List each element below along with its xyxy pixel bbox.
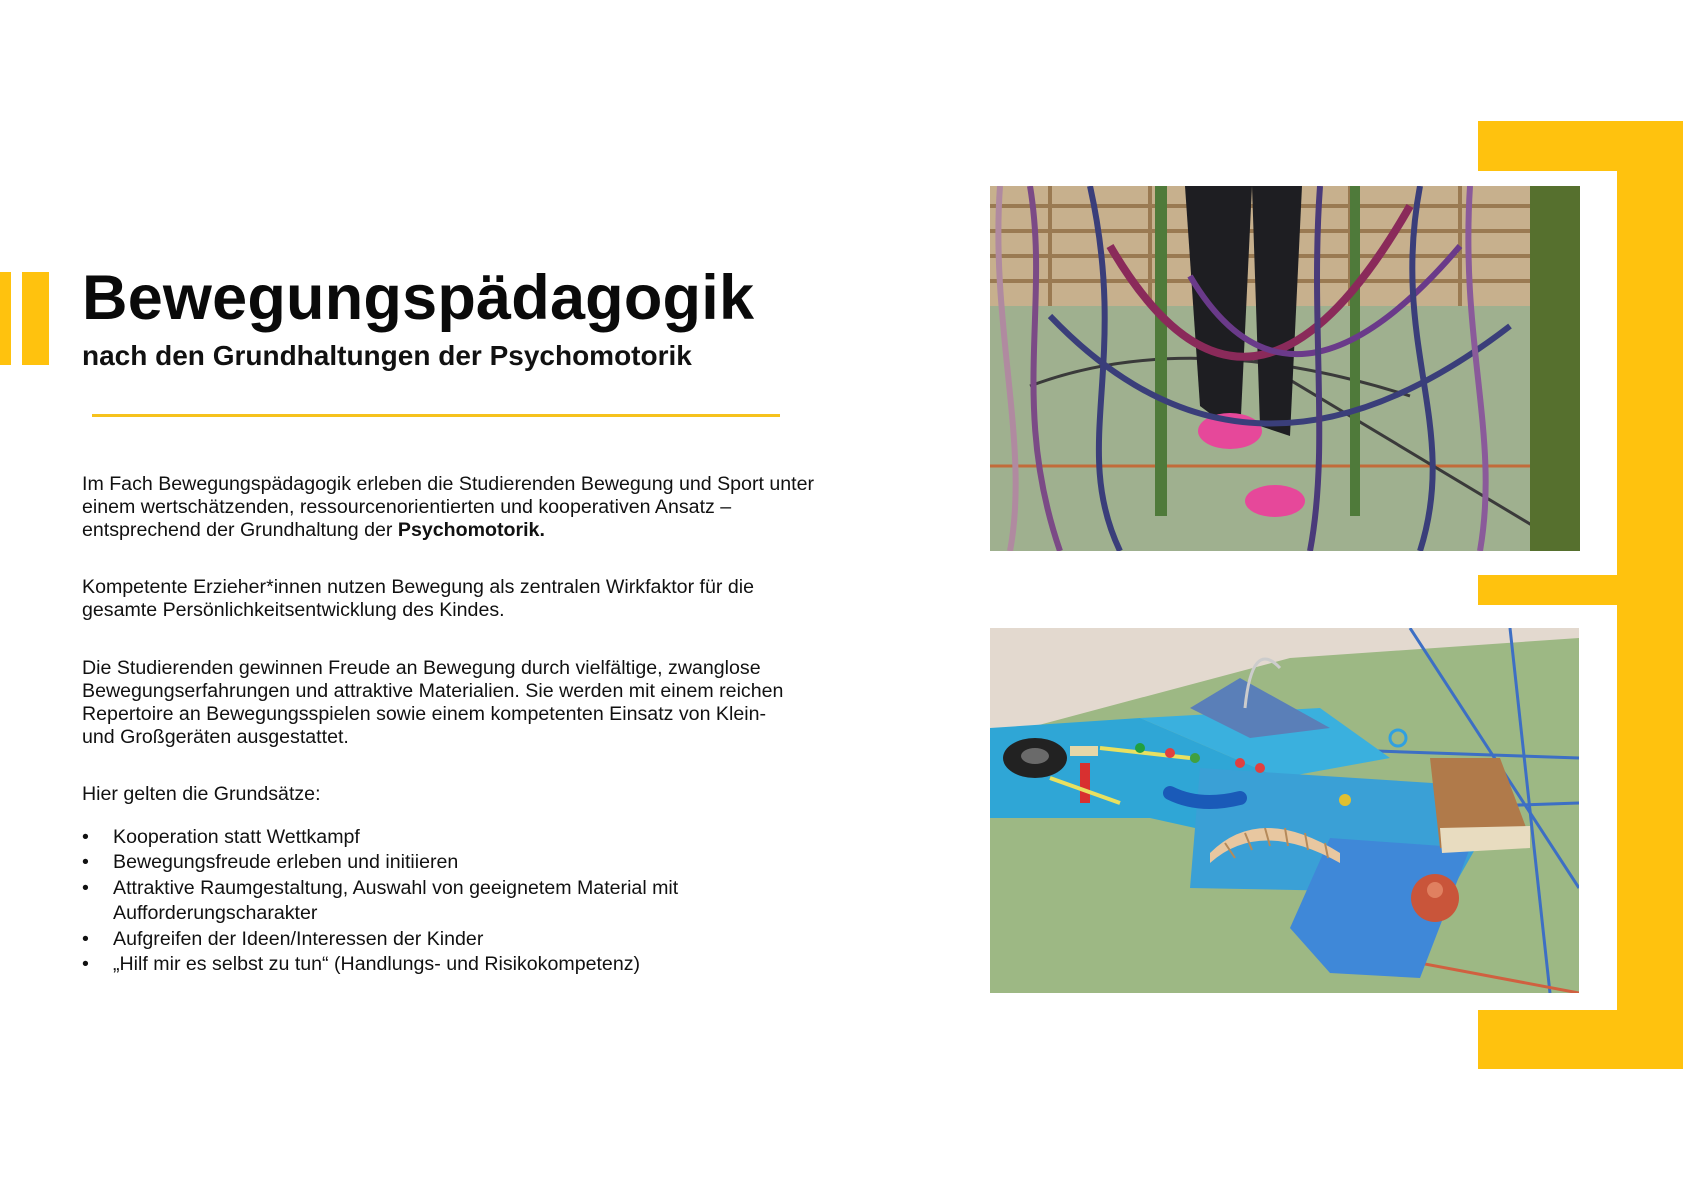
page-title: Bewegungspädagogik [82, 263, 755, 333]
list-item-text: Attraktive Raumgestaltung, Auswahl von geeignetem Material mit Aufforderungscharakter [113, 876, 679, 925]
bullet-marker: • [82, 851, 89, 874]
list-item-text: Kooperation statt Wettkampf [113, 826, 360, 848]
list-item-text: Aufgreifen der Ideen/Interessen der Kinder [113, 927, 484, 950]
list-item [82, 876, 822, 927]
photo-materials-illustration [990, 628, 1579, 993]
principles-list [82, 825, 822, 977]
bullet-marker: • [82, 826, 89, 848]
photo-materials [990, 628, 1579, 993]
photo-ropes [990, 186, 1580, 551]
list-item [82, 850, 822, 875]
paragraph-intro-text: Im Fach Bewegungspädagogik erleben die Studierenden Bewegung und Sport unter einem wertschätzenden, ressourcenorientierten und kooperativen Ansatz – entsprechend der Grundhaltung der [82, 473, 815, 541]
title-underline [92, 414, 780, 417]
paragraph-materials: Die Studierenden gewinnen Freude an Bewegung durch vielfältige, zwanglose Bewegungserfahrungen und attraktive Materialien. Sie werden mit einem reichen Repertoire an Bewegungsspielen sowie einem kompetenten Einsatz von Klein- und Großgeräten ausgestattet. [82, 657, 784, 748]
paragraph-intro [82, 473, 822, 542]
list-item [82, 952, 822, 977]
bullet-marker: • [82, 953, 89, 976]
left-accent-bar-1 [0, 272, 11, 365]
list-item-text: Bewegungsfreude erleben und initiieren [113, 851, 459, 874]
left-accent-bar-2 [22, 272, 49, 365]
right-frame-middle [1478, 575, 1683, 605]
bullet-marker: • [82, 927, 89, 950]
bullet-marker: • [82, 876, 89, 899]
page-subtitle: nach den Grundhaltungen der Psychomotorik [82, 340, 692, 371]
paragraph-competence: Kompetente Erzieher*innen nutzen Bewegung als zentralen Wirkfaktor für die gesamte Persönlichkeitsentwicklung des Kindes. [82, 576, 755, 621]
photo-ropes-illustration [990, 186, 1580, 551]
list-item-text: „Hilf mir es selbst zu tun“ (Handlungs- und Risikokompetenz) [113, 953, 641, 976]
list-item [82, 825, 822, 850]
paragraph-principles-intro: Hier gelten die Grundsätze: [82, 783, 321, 805]
right-frame-bottom [1478, 1010, 1683, 1069]
paragraph-intro-bold: Psychomotorik. [397, 519, 545, 541]
list-item [82, 927, 822, 952]
